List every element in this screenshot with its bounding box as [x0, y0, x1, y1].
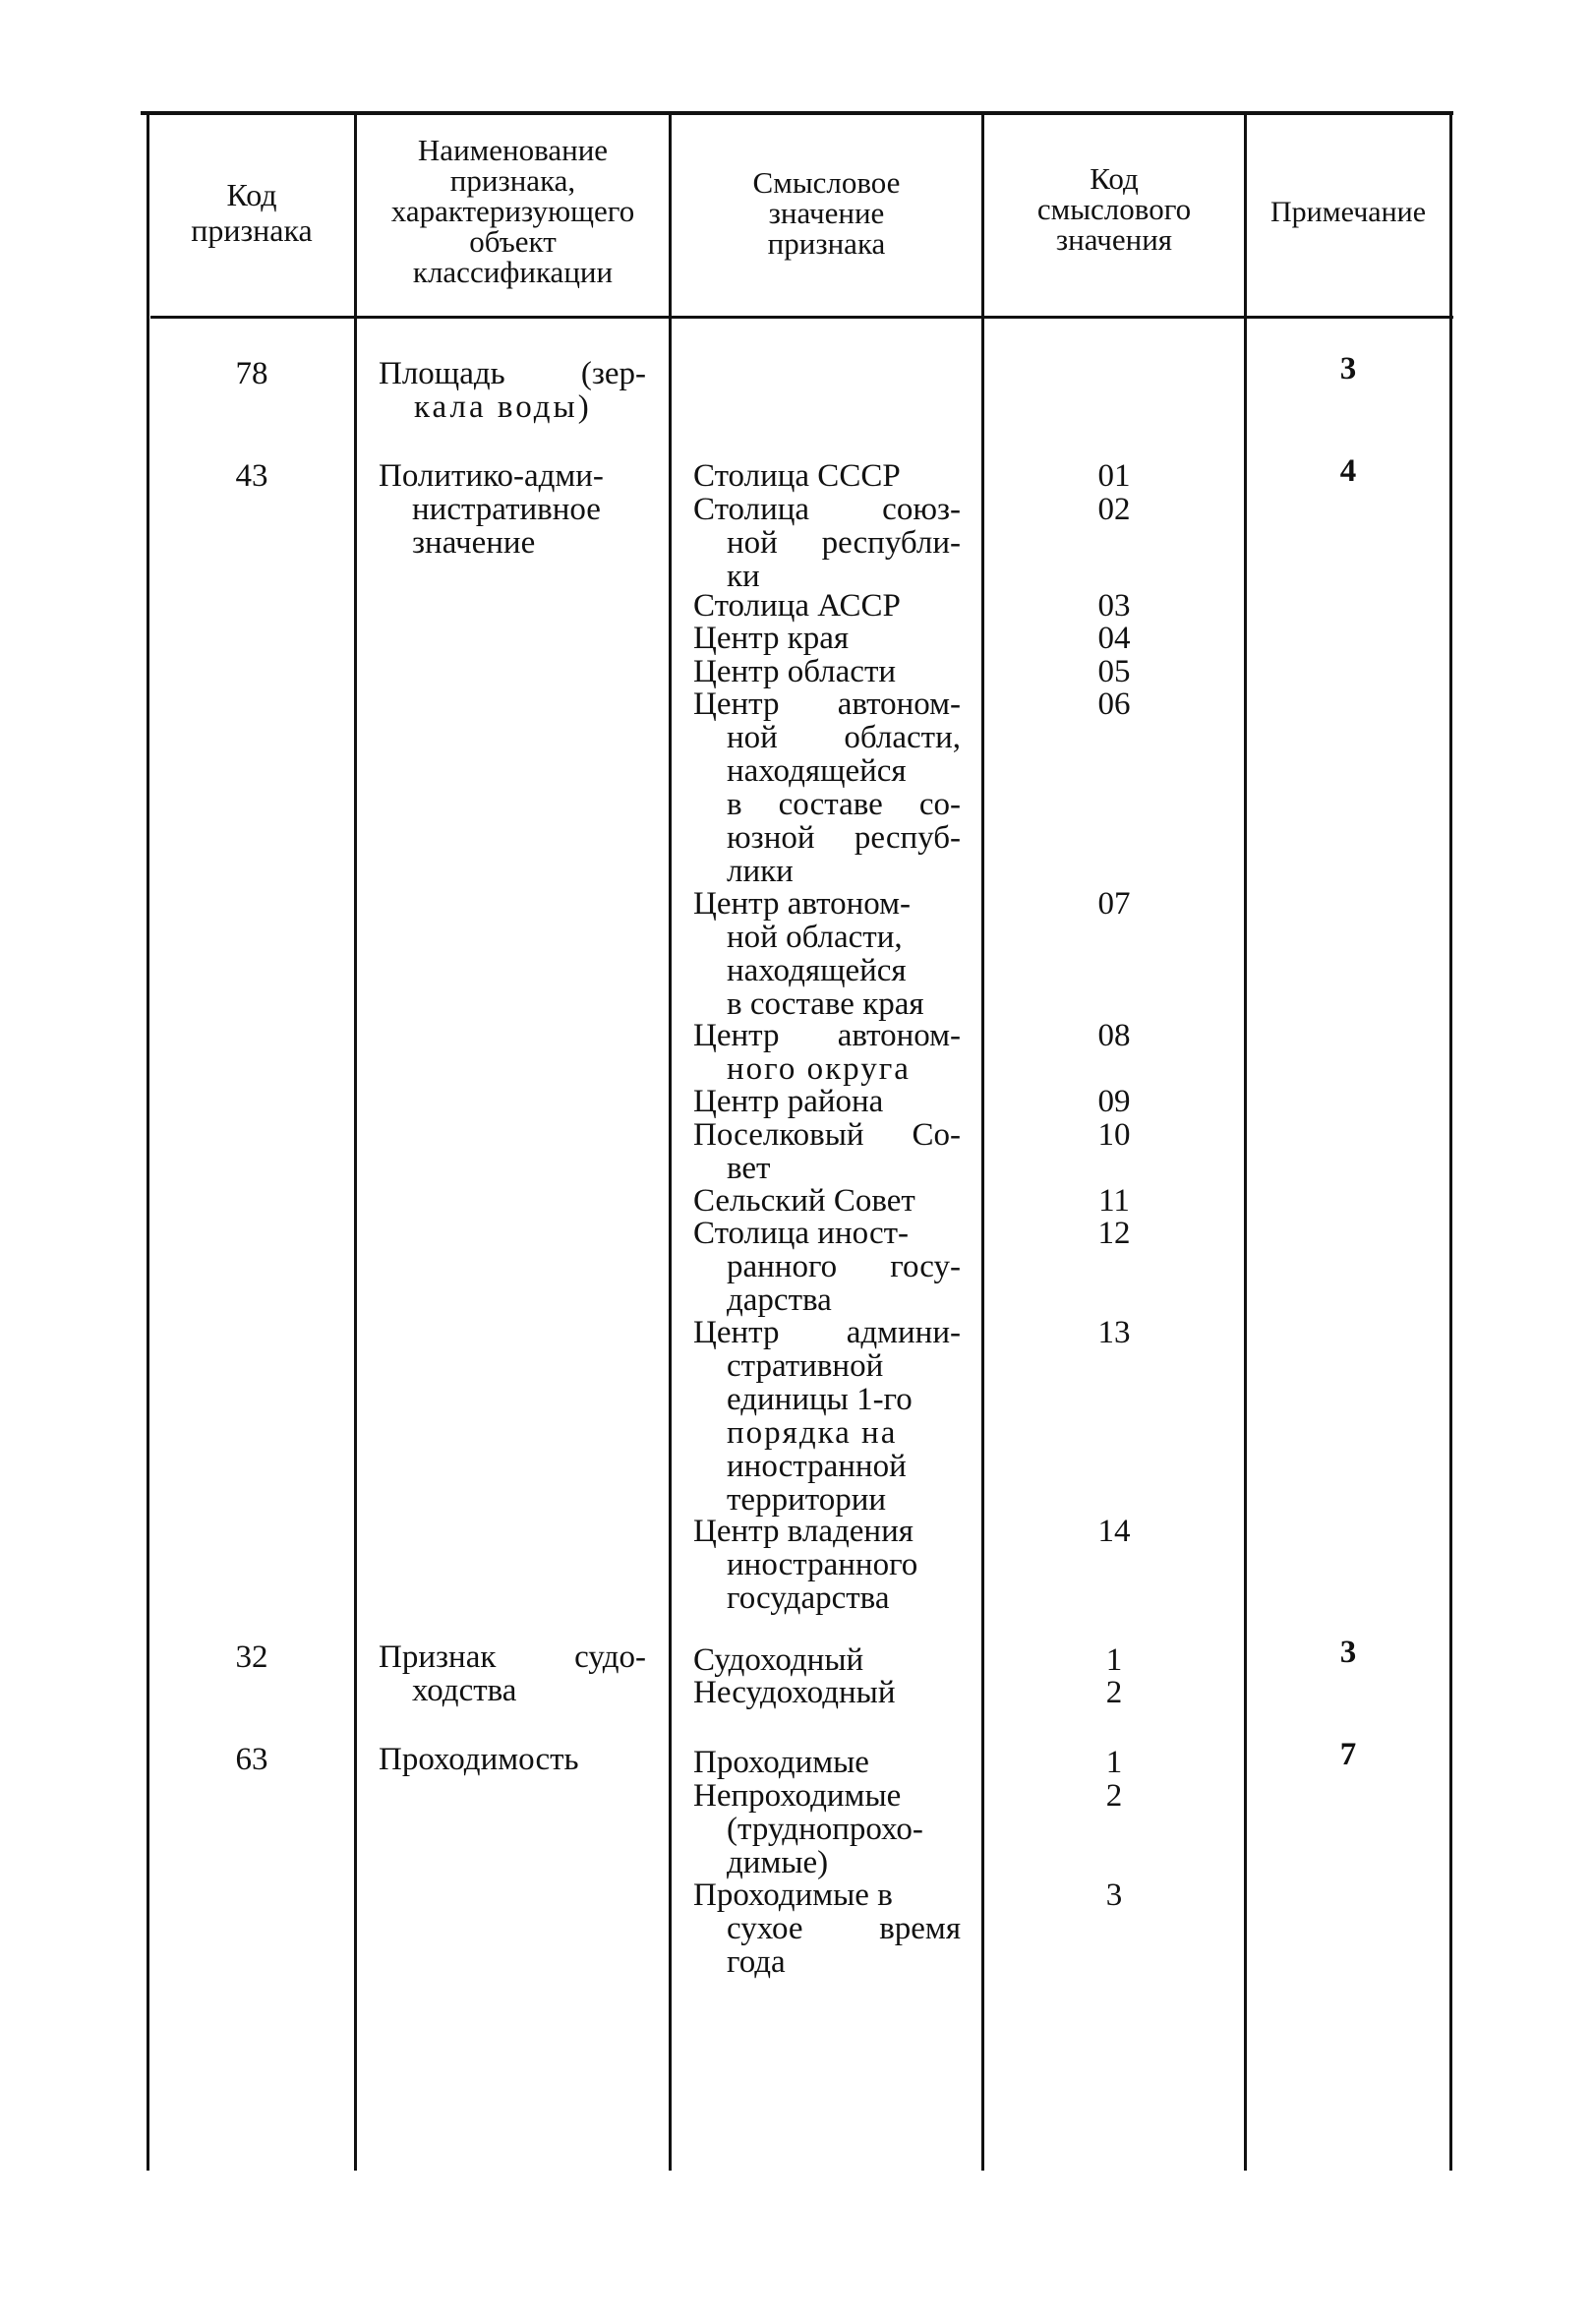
- item-text-line: Непроходимые: [693, 1778, 902, 1814]
- item-text-line: ранного госу-: [727, 1249, 961, 1284]
- row-name-line: Признак судо-: [379, 1639, 646, 1675]
- item-text-line: дарства: [727, 1282, 832, 1318]
- row-note: 3: [1339, 351, 1357, 387]
- item-code: 03: [1097, 588, 1131, 624]
- header-name-line: характеризующего: [390, 194, 635, 228]
- item-text-line: находящейся: [727, 753, 907, 789]
- header-meaning-code: [984, 163, 1244, 255]
- header-code-line: признака: [191, 212, 313, 248]
- item-code: 08: [1097, 1018, 1131, 1053]
- item-code: 2: [1105, 1675, 1123, 1710]
- list-item: [693, 1184, 961, 1218]
- item-text-line: Центр автоном-: [693, 886, 912, 922]
- item-code: 05: [1097, 654, 1131, 689]
- item-code: 06: [1097, 686, 1131, 722]
- item-text-line: единицы 1-го: [727, 1382, 913, 1417]
- header-meaning-line: Смысловое: [752, 165, 901, 200]
- item-code: 07: [1097, 886, 1131, 922]
- item-text-line: Столица союз-: [693, 492, 961, 527]
- row-name-line: Проходимость: [379, 1742, 579, 1777]
- item-code: 11: [1098, 1183, 1130, 1219]
- row-code: 63: [235, 1742, 268, 1777]
- row-name: [379, 459, 646, 560]
- header-code: [149, 177, 354, 248]
- item-code: 09: [1097, 1084, 1131, 1119]
- row-name-line: Площадь (зер-: [379, 356, 646, 391]
- item-text-line: иностранного: [727, 1547, 918, 1582]
- header-bottom-rule: [150, 316, 1453, 319]
- item-text-line: Проходимые: [693, 1745, 869, 1780]
- item-text-line: ной республи-: [727, 525, 961, 561]
- list-item: [693, 1019, 961, 1086]
- header-name-line: признака,: [449, 163, 576, 198]
- item-text-line: ки: [727, 559, 760, 594]
- item-code: 2: [1105, 1778, 1123, 1814]
- header-name-line: объект: [469, 224, 557, 259]
- item-text-line: Центр автоном-: [693, 686, 961, 722]
- item-text-line: димые): [727, 1845, 829, 1880]
- row-name-line: значение: [412, 525, 536, 561]
- row-name: [379, 357, 646, 424]
- header-meaning-code-line: значения: [1055, 222, 1173, 257]
- item-text-line: Столица АССР: [693, 588, 901, 624]
- item-text-line: (труднопрохо-: [727, 1812, 923, 1847]
- item-text-line: ного округа: [727, 1051, 911, 1087]
- item-text-line: Проходимые в: [693, 1877, 893, 1913]
- item-text-line: стративной: [727, 1348, 884, 1384]
- list-item: [693, 493, 961, 593]
- item-text-line: Сельский Совет: [693, 1183, 915, 1219]
- column-rule-2: [669, 115, 672, 2171]
- item-text-line: вет: [727, 1151, 771, 1186]
- item-text-line: Столица иност-: [693, 1216, 910, 1251]
- item-code: 01: [1097, 458, 1131, 494]
- item-text-line: Судоходный: [693, 1642, 864, 1678]
- item-text-line: Центр края: [693, 621, 850, 656]
- row-code: 43: [235, 458, 268, 494]
- row-name-line: кала воды): [414, 389, 592, 425]
- list-item: [693, 1779, 961, 1879]
- item-code: 3: [1105, 1877, 1123, 1913]
- item-text-line: государства: [727, 1580, 890, 1616]
- header-code-line: Код: [226, 177, 277, 212]
- list-item: [693, 655, 961, 688]
- row-note: 3: [1339, 1635, 1357, 1670]
- header-meaning: [672, 167, 981, 259]
- item-text-line: Столица СССР: [693, 458, 901, 494]
- column-rule-right: [1449, 115, 1452, 2171]
- item-text-line: Центр админи-: [693, 1315, 961, 1350]
- list-item: [693, 1878, 961, 1979]
- item-text-line: Центр владения: [693, 1514, 914, 1549]
- row-note: 4: [1339, 453, 1357, 489]
- item-text-line: сухое время: [727, 1911, 961, 1946]
- item-text-line: Несудоходный: [693, 1675, 896, 1710]
- item-code: 14: [1097, 1514, 1131, 1549]
- list-item: [693, 1643, 961, 1677]
- row-note: 7: [1339, 1737, 1357, 1772]
- item-text-line: Центр автоном-: [693, 1018, 961, 1053]
- item-text-line: Центр области: [693, 654, 897, 689]
- list-item: [693, 1217, 961, 1317]
- item-code: 13: [1097, 1315, 1131, 1350]
- row-code: 32: [235, 1639, 268, 1675]
- list-item: [693, 1746, 961, 1779]
- header-meaning-code-line: смыслового: [1036, 192, 1192, 226]
- row-code: 78: [235, 356, 268, 391]
- item-text-line: ной области,: [727, 720, 961, 755]
- row-name-line: ходства: [412, 1673, 517, 1708]
- table-top-rule: [141, 111, 1453, 115]
- list-item: [693, 459, 961, 493]
- item-text-line: в составе края: [727, 986, 924, 1022]
- list-item: [693, 1118, 961, 1185]
- item-text-line: года: [727, 1944, 786, 1980]
- list-item: [693, 1085, 961, 1118]
- item-text-line: иностранной: [727, 1449, 907, 1484]
- item-text-line: лики: [727, 854, 794, 889]
- item-code: 04: [1097, 621, 1131, 656]
- item-text-line: в составе со-: [727, 787, 961, 822]
- column-rule-4: [1244, 115, 1247, 2171]
- header-note: [1247, 197, 1449, 227]
- item-code: 10: [1097, 1117, 1131, 1153]
- item-code: 1: [1105, 1642, 1123, 1678]
- item-text-line: Поселковый Со-: [693, 1117, 961, 1153]
- column-rule-1: [354, 115, 357, 2171]
- row-name-line: Политико-адми-: [379, 458, 604, 494]
- list-item: [693, 1316, 961, 1517]
- item-text-line: ной области,: [727, 920, 903, 955]
- row-name-line: нистративное: [412, 492, 601, 527]
- list-item: [693, 1515, 961, 1615]
- header-name-line: классификации: [412, 255, 614, 289]
- list-item: [693, 887, 961, 1021]
- list-item: [693, 687, 961, 888]
- header-meaning-line: признака: [767, 226, 886, 261]
- list-item: [693, 1676, 961, 1709]
- header-name: [357, 135, 669, 287]
- list-item: [693, 589, 961, 623]
- item-text-line: территории: [727, 1482, 887, 1518]
- row-name: [379, 1640, 646, 1707]
- item-text-line: порядка на: [727, 1415, 898, 1451]
- item-text-line: Центр района: [693, 1084, 884, 1119]
- list-item: [693, 622, 961, 655]
- item-text-line: юзной респуб-: [727, 820, 961, 856]
- header-meaning-code-line: Код: [1090, 161, 1139, 196]
- header-meaning-line: значение: [768, 196, 885, 230]
- header-name-line: Наименование: [417, 133, 609, 167]
- item-text-line: находящейся: [727, 953, 907, 988]
- header-note-line: Примечание: [1269, 196, 1427, 228]
- item-code: 1: [1105, 1745, 1123, 1780]
- column-rule-left: [147, 115, 149, 2171]
- row-name: [379, 1743, 646, 1776]
- item-code: 02: [1097, 492, 1131, 527]
- item-code: 12: [1097, 1216, 1131, 1251]
